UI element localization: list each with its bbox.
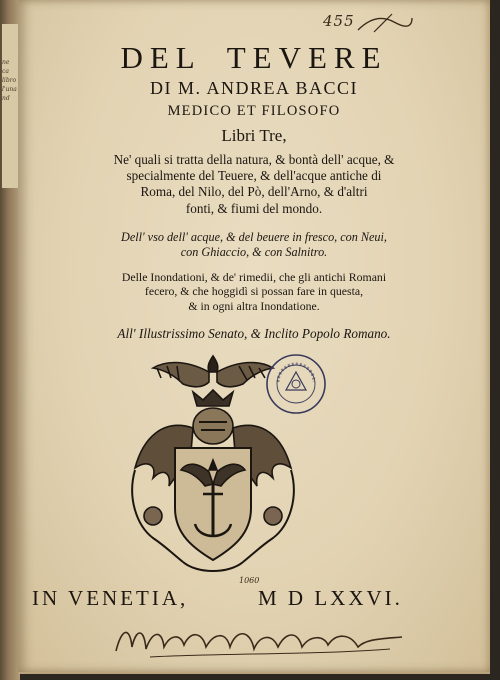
description-line: fonti, & fiumi del mondo. [185,200,323,216]
uso-line: Dell' vso dell' acque, & del beuere in fresco, con Neui, [121,230,387,244]
description-line: Ne' quali si tratta della natura, & bontà dell' acque, & [113,152,395,167]
inondationi-line: Delle Inondationi, & de' rimedii, che gli antichi Romani [121,270,387,284]
imprint-year: M D LXXVI. [258,586,403,610]
dedication-line: All' Illustrissimo Senato, & Inclito Popolo Romano. [117,326,391,341]
profession-line: MEDICO ET FILOSOFO [167,103,341,119]
description-block [18,152,490,217]
handwritten-shelfmark: 455 [323,12,355,30]
prev-page-line: nd [2,95,10,102]
library-stamp [264,352,328,416]
title-page [18,0,490,674]
prev-page-line: libro [2,77,17,84]
author-line: DI M. ANDREA BACCI [149,78,359,98]
imprint-place: IN VENETIA, [32,586,189,610]
inondationi-block [18,270,490,313]
description-line: Roma, del Nilo, del Pò, dell'Arno, & d'altri [140,184,368,200]
handwritten-signature [110,617,410,661]
page-title: DEL TEVERE [120,40,388,75]
previous-page-edge [2,24,19,188]
uso-line: con Ghiaccio, & con Salnitro. [180,245,328,259]
shelfmark-strike [354,10,414,36]
uso-block [18,230,490,260]
books-line: Libri Tre, [221,126,287,145]
inondationi-line: fecero, & che hoggidì si possan fare in questa, [144,284,364,299]
prev-page-line: ca [2,68,9,75]
prev-page-line: ne [2,59,10,66]
description-line: specialmente del Teuere, & dell'acque antiche di [126,168,382,184]
inondationi-line: & in ogni altra Inondatione. [188,298,320,313]
prev-page-line: l'una [2,86,17,93]
handwritten-note-number: 1060 [239,576,260,585]
